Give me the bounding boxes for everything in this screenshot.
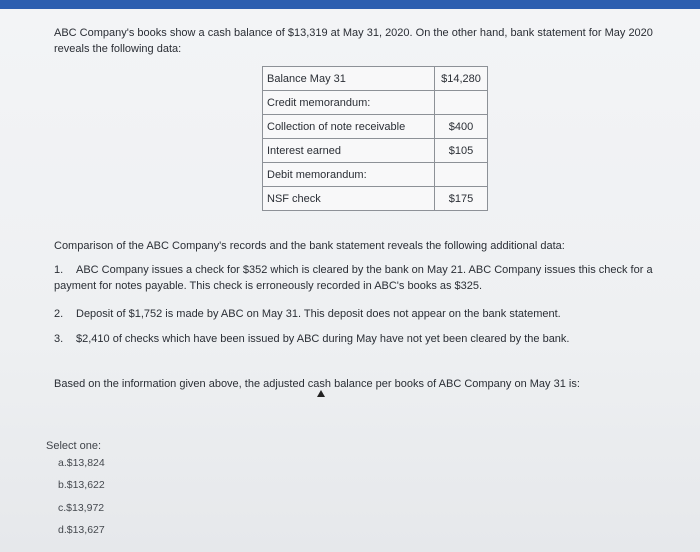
row-label: Debit memorandum: [263, 163, 435, 187]
row-label: Balance May 31 [263, 67, 435, 91]
item-number: 3. [54, 333, 64, 345]
list-item [54, 262, 679, 294]
list-item [54, 306, 679, 322]
row-amount [435, 163, 488, 187]
list-item [54, 331, 679, 347]
row-label: Interest earned [263, 139, 435, 163]
row-label: Collection of note receivable [263, 115, 435, 139]
item-number: 1. [54, 264, 64, 276]
comparison-intro: Comparison of the ABC Company's records and the bank statement reveals the following additional data: [54, 240, 565, 252]
row-label: Credit memorandum: [263, 91, 435, 115]
row-amount: $105 [435, 139, 488, 163]
table-row [263, 91, 488, 115]
select-one-label: Select one: [46, 440, 102, 452]
row-label: NSF check [263, 187, 435, 211]
table-row [263, 187, 488, 211]
item-text: ABC Company issues a check for $352 which is cleared by the bank on May 21. ABC Company issues this check for a payment for notes payable. This check is erroneously recorded in ABC's books as $325. [54, 264, 653, 292]
question-page [0, 9, 700, 552]
question-prompt: Based on the information given above, the adjusted cash balance per books of ABC Company on May 31 is: [54, 378, 580, 390]
bank-data-table [262, 66, 488, 211]
row-amount: $175 [435, 187, 488, 211]
row-amount: $14,280 [435, 67, 488, 91]
question-intro: ABC Company's books show a cash balance of $13,319 at May 31, 2020. On the other hand, bank statement for May 2020 reveals the following data: [54, 27, 653, 55]
answer-option-d[interactable]: d.$13,627 [58, 524, 105, 536]
answer-option-a[interactable]: a.$13,824 [58, 457, 105, 469]
item-text: Deposit of $1,752 is made by ABC on May 31. This deposit does not appear on the bank statement. [76, 308, 561, 320]
table-row [263, 163, 488, 187]
row-amount: $400 [435, 115, 488, 139]
item-number: 2. [54, 308, 64, 320]
table-row [263, 139, 488, 163]
table-row [263, 67, 488, 91]
top-bar [0, 0, 700, 9]
answer-option-b[interactable]: b.$13,622 [58, 479, 105, 491]
table-row [263, 115, 488, 139]
answer-option-c[interactable]: c.$13,972 [58, 502, 105, 514]
mouse-cursor-icon [317, 390, 325, 397]
item-text: $2,410 of checks which have been issued by ABC during May have not yet been cleared by the bank. [76, 333, 570, 345]
row-amount [435, 91, 488, 115]
